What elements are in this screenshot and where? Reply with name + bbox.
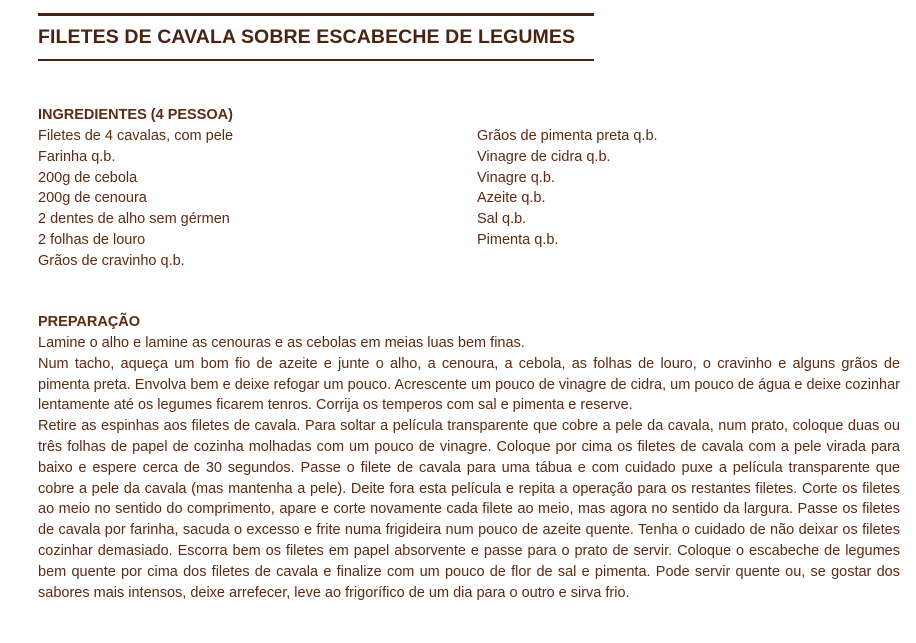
ingredient-item: 2 dentes de alho sem gérmen (38, 211, 230, 228)
preparation-paragraph: Lamine o alho e lamine as cenouras e as cebolas em meias luas bem finas. (38, 335, 525, 351)
ingredient-item: Grãos de cravinho q.b. (38, 252, 185, 269)
ingredient-item: Pimenta q.b. (477, 231, 559, 248)
ingredient-item: Farinha q.b. (38, 148, 116, 165)
ingredient-item: Vinagre de cidra q.b. (477, 148, 611, 165)
ingredient-item: Sal q.b. (477, 211, 527, 228)
ingredient-item: Vinagre q.b. (477, 169, 555, 186)
preparation-heading: PREPARAÇÃO (38, 314, 141, 330)
recipe-title: FILETES DE CAVALA SOBRE ESCABECHE DE LEGUMES (38, 26, 576, 48)
ingredient-item: 200g de cebola (38, 169, 138, 186)
ingredients-list-right (477, 126, 658, 251)
ingredient-item: 2 folhas de louro (38, 231, 146, 248)
ingredient-item: Filetes de 4 cavalas, com pele (38, 128, 234, 144)
preparation-paragraph: Retire as espinhas aos filetes de cavala. Para soltar a película transparente que cobre a pele da cavala, num prato, coloque duas ou três folhas de papel de cozinha molhadas com um pouco de vinagre. Coloque por cima os filetes de cavala com a pele virada para baixo e espere cerca de 30 segundos. Passe o filete de cavala para uma tábua e com cuidado puxe a película transparente que cobre a pele da cavala (mas mantenha a pele). Deite fora esta película e repita a operação para os restantes filetes. Corte os filetes ao meio no sentido do comprimento, apare e corte novamente cada filete ao meio, mas agora no sentido da largura. Passe os filetes de cavala por farinha, sacuda o excesso e frite numa frigideira num pouco de azeite quente. Tenha o cuidado de não deixar os filetes cozinhar demasiado. Escorra bem os filetes em papel absorvente e passe para o prato de servir. Coloque o escabeche de legumes bem quente por cima dos filetes de cavala e finalize com um pouco de flor de sal e pimenta. Pode servir quente ou, se gostar dos sabores mais intensos, deixe arrefecer, leve ao frigorífico de um dia para o outro e sirva frio. (38, 418, 900, 601)
ingredient-item: Grãos de pimenta preta q.b. (477, 128, 658, 144)
preparation-body (38, 333, 900, 603)
title-bottom-rule (38, 59, 594, 61)
ingredients-heading: INGREDIENTES (4 PESSOA) (38, 107, 233, 123)
ingredients-list-left (38, 126, 233, 272)
ingredient-item: Azeite q.b. (477, 190, 546, 207)
title-top-rule (38, 13, 594, 16)
ingredient-item: 200g de cenoura (38, 190, 147, 207)
preparation-paragraph: Num tacho, aqueça um bom fio de azeite e junte o alho, a cenoura, a cebola, as folhas de louro, o cravinho e alguns grãos de pimenta preta. Envolva bem e deixe refogar um pouco. Acrescente um pouco de vinagre de cidra, um pouco de água e deixe cozinhar lentamente até os legumes ficarem tenros. Corrija os temperos com sal e pimenta e reserve. (38, 355, 900, 414)
